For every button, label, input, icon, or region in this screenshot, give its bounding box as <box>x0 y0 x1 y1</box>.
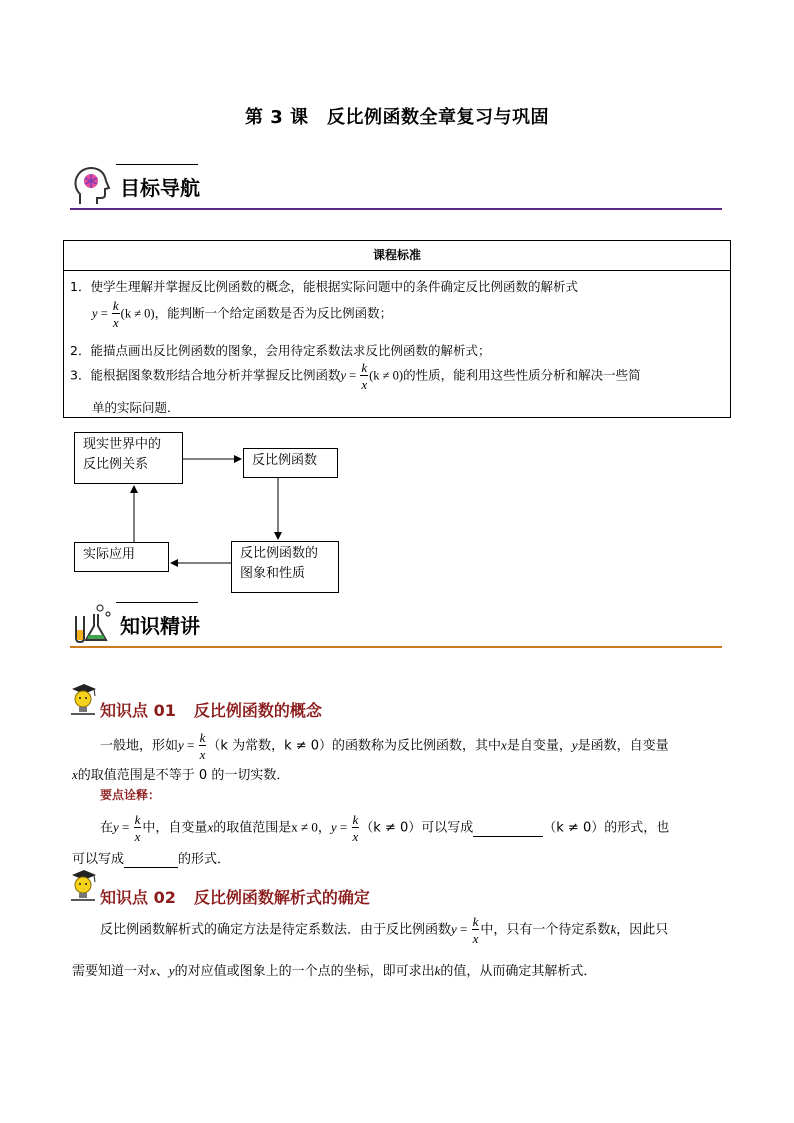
lightbulb-icon <box>68 682 98 716</box>
formula-y: y <box>330 819 337 835</box>
formula-y: y <box>340 368 347 383</box>
flow-box-text: 反比例函数 <box>252 453 318 468</box>
text: ， <box>317 820 331 836</box>
kp-number: 知识点 01 <box>100 701 176 720</box>
formula-eq: = <box>118 819 133 835</box>
formula-k: k <box>434 963 441 978</box>
lab-flask-icon <box>70 602 114 646</box>
fraction-k-over-x: $\frac{k}{x}$ <box>352 812 359 844</box>
standard-item-1-tail: ，能判断一个给定函数是否为反比例函数； <box>154 305 393 321</box>
text: 可以写成 <box>72 852 125 867</box>
brain-head-icon <box>70 164 114 208</box>
kp1-note-line2 <box>72 848 732 868</box>
section-header-knowledge <box>70 602 722 648</box>
section-rule-goals <box>70 208 722 210</box>
key-points-label: 要点诠释： <box>100 788 161 802</box>
text: 中，只有一个待定系数 <box>480 922 611 938</box>
formula-eq: = <box>346 368 360 383</box>
page-title: 第 3 课 反比例函数全章复习与巩固 <box>244 107 550 128</box>
formula-y: y <box>178 737 184 753</box>
curriculum-standards-table <box>63 240 731 418</box>
flow-box-text: 图象和性质 <box>240 566 306 581</box>
formula-eq: = <box>336 819 351 835</box>
text: （k ≠ 0）的形式，也 <box>543 820 670 836</box>
fraction-k-over-x: $\frac{k}{x}$ <box>199 730 206 762</box>
flow-box-inverse-function <box>243 448 338 478</box>
formula-x: x <box>72 767 78 782</box>
knowledge-point-01-title <box>100 698 322 721</box>
formula-x: x <box>501 737 507 753</box>
formula-y: y <box>451 921 457 937</box>
fraction-k-over-x: $\frac{k}{x}$ <box>112 298 119 330</box>
formula-x: x <box>207 819 214 835</box>
kp-number: 知识点 02 <box>100 888 176 907</box>
flow-box-graph-properties <box>231 541 339 593</box>
flow-box-text: 实际应用 <box>83 547 136 562</box>
formula-condition: (k ≠ 0) <box>120 306 155 321</box>
kp-name: 反比例函数的概念 <box>193 701 322 720</box>
formula-condition: (k ≠ 0) <box>369 368 404 383</box>
formula-eq: = <box>456 921 471 937</box>
text: 的取值范围是不等于 0 的一切实数． <box>77 768 290 783</box>
formula-y: y <box>571 737 578 753</box>
fill-blank-1[interactable] <box>473 821 543 837</box>
text: 的值，从而确定其解析式． <box>440 964 597 979</box>
formula-eq: = <box>97 306 111 321</box>
text: （k 为常数，k ≠ 0）的函数称为反比例函数，其中 <box>207 738 502 754</box>
flow-box-text: 反比例关系 <box>83 457 149 472</box>
lightbulb-icon <box>68 868 98 902</box>
fraction-k-over-x: $\frac{k}{x}$ <box>472 914 479 946</box>
text: （k ≠ 0）可以写成 <box>360 820 474 836</box>
section-rule-knowledge <box>70 646 722 648</box>
standards-header: 课程标准 <box>64 241 730 271</box>
kp1-note-line1 <box>100 813 760 843</box>
kp-name: 反比例函数解析式的确定 <box>193 888 370 907</box>
formula-condition: x ≠ 0 <box>291 819 318 835</box>
standard-item-3-line1 <box>70 361 641 391</box>
text: ，因此只 <box>616 922 669 938</box>
text: 的形式． <box>178 852 231 867</box>
fraction-k-over-x: $\frac{k}{x}$ <box>134 812 141 844</box>
formula-xy: x、y <box>150 963 175 978</box>
formula-k: k <box>610 921 617 937</box>
text: 一般地，形如 <box>100 738 179 754</box>
header-top-rule <box>116 164 198 165</box>
standard-item-1-line1: 1．使学生理解并掌握反比例函数的概念，能根据实际问题中的条件确定反比例函数的解析式 <box>70 279 578 294</box>
text: 是自变量， <box>506 738 572 754</box>
text: 的取值范围是 <box>213 820 292 836</box>
flow-box-text: 现实世界中的 <box>83 437 162 452</box>
knowledge-point-02-title <box>100 885 370 908</box>
kp1-paragraph-line2 <box>72 764 732 783</box>
standard-item-1-line2 <box>92 299 392 329</box>
kp1-paragraph-line1 <box>100 731 760 761</box>
kp2-paragraph-line2 <box>72 960 732 979</box>
fill-blank-2[interactable] <box>124 852 178 868</box>
flow-box-application <box>74 542 169 572</box>
flow-box-real-world <box>74 432 183 484</box>
section-title-knowledge: 知识精讲 <box>120 614 200 638</box>
section-title-goals: 目标导航 <box>120 176 200 200</box>
text: 在 <box>100 820 114 836</box>
text: 反比例函数解析式的确定方法是待定系数法．由于反比例函数 <box>100 922 452 938</box>
standard-item-2: 2．能描点画出反比例函数的图象，会用待定系数法求反比例函数的解析式； <box>70 343 491 358</box>
section-header-goals <box>70 164 722 210</box>
flow-box-text: 反比例函数的 <box>240 546 319 561</box>
text: 中，自变量 <box>142 820 208 836</box>
text: 的对应值或图象上的一个点的坐标，即可求出 <box>174 964 435 979</box>
kp2-paragraph-line1 <box>100 915 760 945</box>
formula-eq: = <box>183 737 198 753</box>
standard-item-3-tail: 的性质，能利用这些性质分析和解决一些简 <box>403 367 641 383</box>
text: 是函数，自变量 <box>577 738 669 754</box>
formula-y: y <box>92 306 98 321</box>
formula-y: y <box>113 819 119 835</box>
text: 需要知道一对 <box>72 964 151 979</box>
header-top-rule <box>116 602 198 603</box>
fraction-k-over-x: $\frac{k}{x}$ <box>361 360 368 392</box>
standard-item-3-line2: 单的实际问题． <box>92 400 180 415</box>
standard-item-3-head: 3．能根据图象数形结合地分析并掌握反比例函数 <box>70 367 341 383</box>
